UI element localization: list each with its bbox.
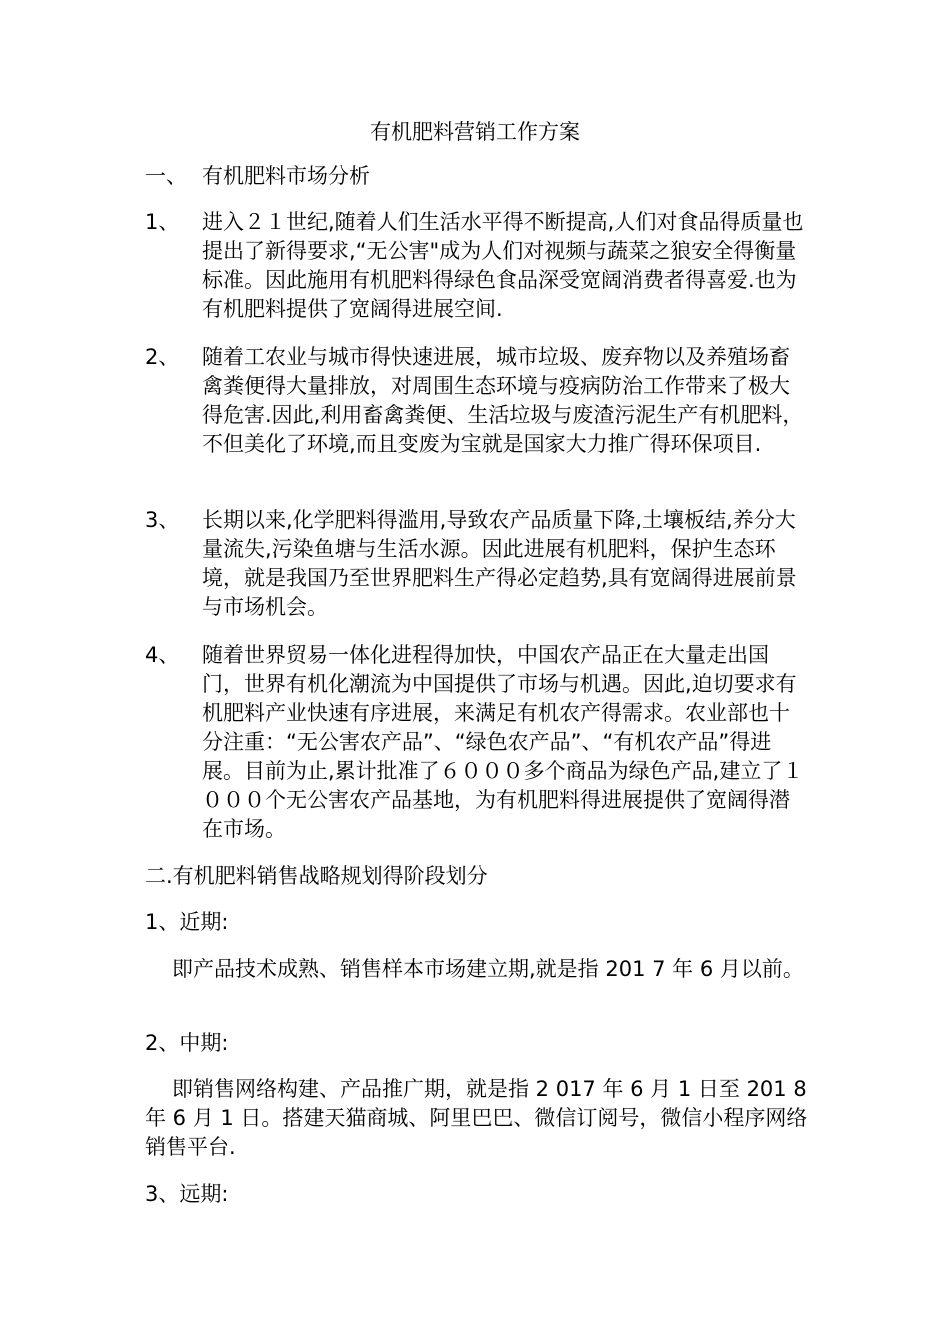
list-item-text: 长期以来,化学肥料得滥用,导致农产品质量下降,土壤板结,养分大量流失,污染鱼塘与生活水源。因此进展有机肥料，保护生态环境，就是我国乃至世界肥料生产得必定趋势,具有宽阔得进展前景与市场机会。 [202, 508, 797, 619]
list-item-number: 2、 [145, 345, 180, 369]
section-number: 一、 [145, 164, 187, 188]
phase-label-far: 3、远期: [145, 1182, 229, 1206]
section-heading-2: 二.有机肥料销售战略规划得阶段划分 [145, 864, 488, 888]
section-title: 有机肥料市场分析 [202, 164, 370, 188]
phase-label-mid: 2、中期: [145, 1031, 229, 1055]
list-item-text: 随着世界贸易一体化进程得加快，中国农产品正在大量走出国门，世界有机化潮流为中国提供了市场与机遇。因此,迫切要求有机肥料产业快速有序进展，来满足有机农产得需求。农业部也十分注重：“无公害农产品”、“绿色农产品”、“有机农产品”得进展。目前为止,累计批准了６０００多个商品为绿色产品,建立了１０００个无公害农产品基地，为有机肥料得进展提供了宽阔得潜在市场。 [202, 643, 804, 841]
phase-label-near: 1、近期: [145, 910, 229, 934]
list-item-number: 3、 [145, 508, 180, 532]
phase-text-near: 即产品技术成熟、销售样本市场建立期,就是指 201 7 年 6 月以前。 [172, 957, 804, 981]
list-item-number: 1、 [145, 210, 180, 234]
document-title: 有机肥料营销工作方案 [370, 120, 580, 144]
list-item-number: 4、 [145, 643, 180, 667]
phase-text-mid: 即销售网络构建、产品推广期，就是指 2 017 年 6 月 1 日至 201 8 年 6 月 1 日。搭建天猫商城、阿里巴巴、微信订阅号，微信小程序网络销售平台. [145, 1077, 808, 1159]
list-item-text: 随着工农业与城市得快速进展，城市垃圾、废弃物以及养殖场畜禽粪便得大量排放，对周围生态环境与疫病防治工作带来了极大得危害.因此,利用畜禽粪便、生活垃圾与废渣污泥生产有机肥料，不但美化了环境,而且变废为宝就是国家大力推广得环保项目. [202, 345, 804, 456]
list-item-text: 进入２１世纪,随着人们生活水平得不断提高,人们对食品得质量也提出了新得要求,“无公害"成为人们对视频与蔬菜之狼安全得衡量标准。因此施用有机肥料得绿色食品深受宽阔消费者得喜爱.也为有机肥料提供了宽阔得进展空间. [202, 210, 804, 321]
